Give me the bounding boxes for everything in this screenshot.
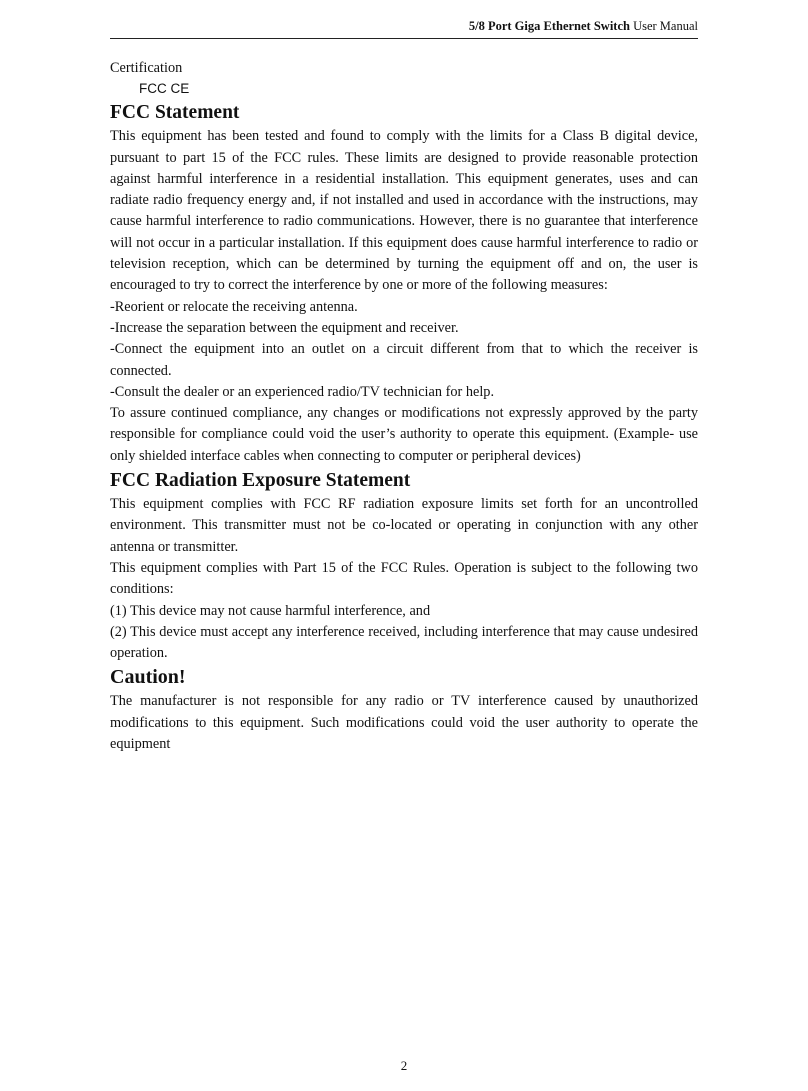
page-body <box>110 58 698 755</box>
radiation-paragraph-2: This equipment complies with Part 15 of the FCC Rules. Operation is subject to the following two conditions: <box>110 559 698 598</box>
compliance-paragraph <box>110 403 698 467</box>
certification-label: Certification <box>110 60 183 76</box>
radiation-heading: FCC Radiation Exposure Statement <box>110 470 411 492</box>
measure-item: -Reorient or relocate the receiving antenna. <box>110 298 358 315</box>
caution-text: The manufacturer is not responsible for any radio or TV interference caused by unauthorized modifications to this equipment. Such modifications could void the user authority to operate the equipment <box>110 693 698 753</box>
condition-item: (1) This device may not cause harmful interference, and <box>110 602 431 619</box>
certification-marks: FCC CE <box>139 81 190 97</box>
measure-item: -Connect the equipment into an outlet on a circuit different from that to which the receiver is connected. <box>110 341 698 379</box>
measure-item: -Increase the separation between the equipment and receiver. <box>110 319 459 336</box>
compliance-text: To assure continued compliance, any changes or modifications not expressly approved by the party responsible for compliance could void the user’s authority to operate this equipment. <box>110 405 698 443</box>
fcc-statement-intro: This equipment has been tested and found to comply with the limits for a Class B digital device, pursuant to part 15 of the FCC rules. These limits are designed to provide reasonable protection against harmful interference in a residential installation. This equipment generates, uses and can radiate radio frequency energy and, if not installed and used in accordance with the instructions, may cause harmful interference to radio communications. However, there is no guarantee that interference will not occur in a particular installation. If this equipment does cause harmful interference to radio or television reception, which can be determined by turning the equipment off and on, the user is encouraged to try to correct the interference by one or more of the following measures: <box>110 128 698 294</box>
example-note: (Example- use only shielded interface cables when connecting to computer or peripheral devices) <box>110 426 699 464</box>
running-header <box>110 18 698 39</box>
header-product-title: 5/8 Port Giga Ethernet Switch <box>468 19 630 33</box>
caution-heading: Caution! <box>110 666 186 689</box>
fcc-statement-heading: FCC Statement <box>110 102 240 124</box>
condition-item: (2) This device must accept any interference received, including interference that may cause undesired operation. <box>110 623 698 662</box>
measure-item: -Consult the dealer or an experienced radio/TV technician for help. <box>110 383 495 400</box>
header-manual-label: User Manual <box>633 19 698 33</box>
radiation-paragraph-1: This equipment complies with FCC RF radiation exposure limits set forth for an uncontrolled environment. This transmitter must not be co-located or operating in conjunction with any other antenna or transmitter. <box>110 496 698 555</box>
page-number: 2 <box>400 1058 408 1073</box>
